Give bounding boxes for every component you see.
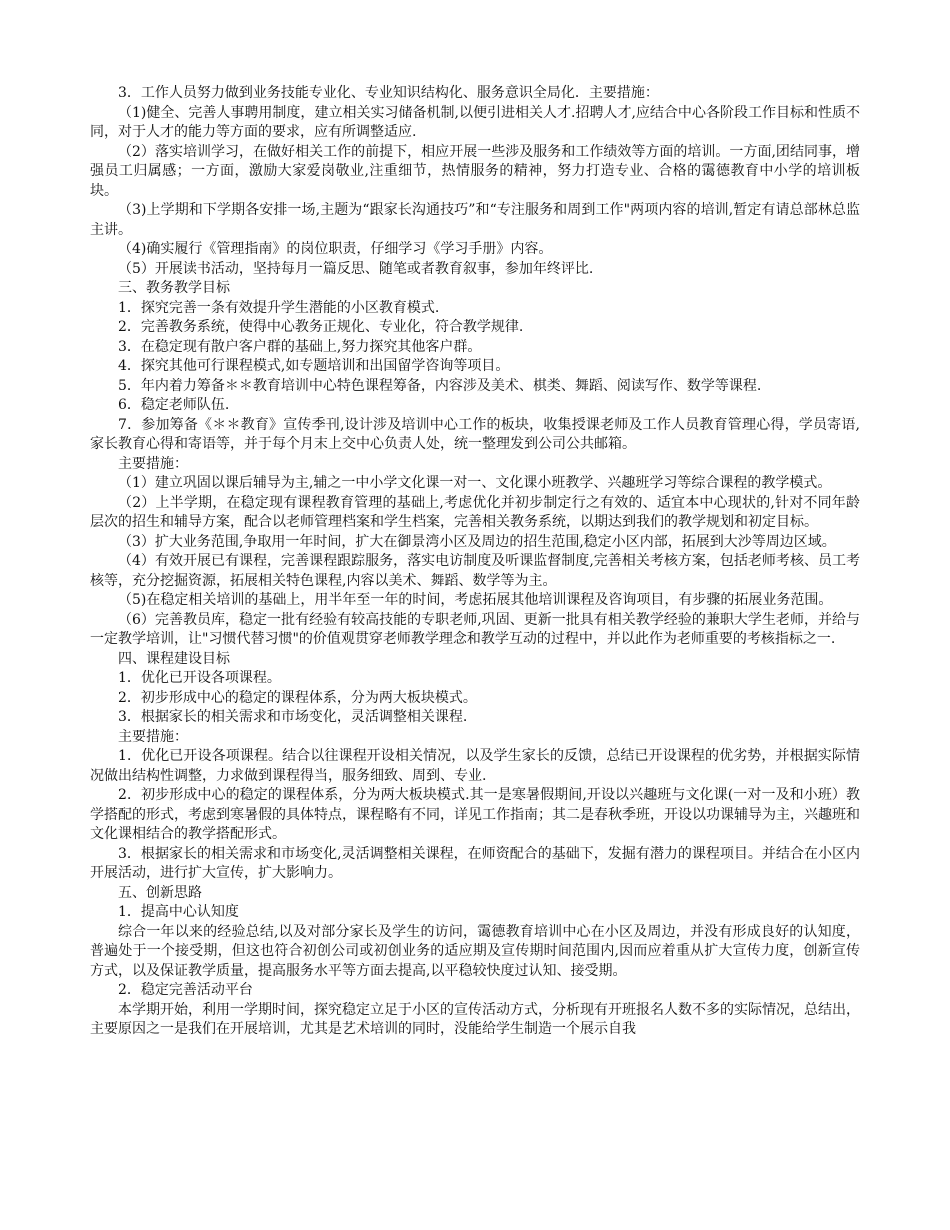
- paragraph: 主要措施：: [118, 455, 188, 472]
- paragraph: 5．年内着力筹备＊＊教育培训中心特色课程筹备，内容涉及美术、棋类、舞蹈、阅读写作、数学等课程.: [118, 377, 762, 394]
- paragraph: （6）完善教员库，稳定一批有经验有较高技能的专职老师,巩固、更新一批具有相关教学经验的兼职大学生老师，并给与一定教学培训，让"习惯代替习惯"的价值观贯穿老师教学理念和教学互动的过程中，并以此作为老师重要的考核指标之一.: [90, 611, 860, 647]
- paragraph: 1．提高中心认知度: [118, 904, 239, 920]
- paragraph: 四、课程建设目标: [118, 650, 230, 667]
- paragraph: 6．稳定老师队伍.: [118, 397, 230, 413]
- paragraph: （2）落实培训学习，在做好相关工作的前提下，相应开展一些涉及服务和工作绩效等方面的培训。一方面,团结同事，增强员工归属感；一方面，激励大家爱岗敬业,注重细节，热情服务的精神，努力打造专业、合格的霭德教育中小学的培训板块。: [90, 143, 860, 199]
- paragraph: 本学期开始，利用一学期时间，探究稳定立足于小区的宣传活动方式，分析现有开班报名人数不多的实际情况，总结出，主要原因之一是我们在开展培训，尤其是艺术培训的同时，没能给学生制造一个展示自我: [90, 1001, 860, 1037]
- paragraph: （4）有效开展已有课程，完善课程跟踪服务，落实电访制度及听课监督制度,完善相关考核方案，包括老师考核、员工考核等，充分挖掘资源，拓展相关特色课程,内容以美术、舞蹈、数学等为主。: [90, 553, 860, 589]
- paragraph: 1．优化已开设各项课程。结合以往课程开设相关情况，以及学生家长的反馈，总结已开设课程的优劣势，并根据实际情况做出结构性调整，力求做到课程得当，服务细致、周到、专业.: [90, 748, 860, 784]
- document-body: [90, 84, 860, 1040]
- paragraph: 三、教务教学目标: [118, 280, 230, 296]
- paragraph: 3．根据家长的相关需求和市场变化，灵活调整相关课程.: [118, 709, 468, 725]
- paragraph: （3)上学期和下学期各安排一场,主题为“跟家长沟通技巧”和“专注服务和周到工作"两项内容的培训,暂定有请总部林总监主讲。: [90, 202, 860, 238]
- paragraph: 综合一年以来的经验总结,以及对部分家长及学生的访问，霭德教育培训中心在小区及周边，并没有形成良好的认知度，普遍处于一个接受期，但这也符合初创公司或初创业务的适应期及宣传期时间范围内,因而应着重从扩大宣传力度，创新宣传方式，以及保证教学质量，提高服务水平等方面去提高,以平稳较快度过认知、接受期。: [90, 923, 860, 979]
- paragraph: 3．根据家长的相关需求和市场变化,灵活调整相关课程，在师资配合的基础下，发掘有潜力的课程项目。并结合在小区内开展活动，进行扩大宣传，扩大影响力。: [90, 845, 860, 881]
- paragraph: 主要措施：: [118, 728, 188, 745]
- paragraph: （4)确实履行《管理指南》的岗位职责，仔细学习《学习手册》内容。: [118, 241, 553, 257]
- paragraph: （2）上半学期，在稳定现有课程教育管理的基础上,考虑优化并初步制定行之有效的、适宜本中心现状的,针对不同年龄层次的招生和辅导方案，配合以老师管理档案和学生档案，完善相关教务系统，以期达到我们的教学规划和初定目标。: [90, 494, 860, 530]
- paragraph: 1．探究完善一条有效提升学生潜能的小区教育模式.: [118, 299, 440, 316]
- paragraph: 3．在稳定现有散户客户群的基础上,努力探究其他客户群。: [118, 338, 482, 355]
- paragraph: （1)健全、完善人事聘用制度，建立相关实习储备机制,以便引进相关人才.招聘人才,应结合中心各阶段工作目标和性质不同，对于人才的能力等方面的要求，应有所调整适应.: [90, 104, 860, 140]
- paragraph: 4．探究其他可行课程模式,如专题培训和出国留学咨询等项目。: [118, 358, 510, 374]
- paragraph: 2．初步形成中心的稳定的课程体系，分为两大板块模式。: [118, 689, 477, 706]
- paragraph: 五、创新思路: [118, 884, 202, 901]
- paragraph: 2．稳定完善活动平台: [118, 982, 253, 998]
- paragraph: 2．初步形成中心的稳定的课程体系，分为两大板块模式.其一是寒暑假期间,开设以兴趣班与文化课(一对一及和小班）教学搭配的形式，考虑到寒暑假的具体特点，课程略有不同，详见工作指南；其二是春秋季班，开设以功课辅导为主，兴趣班和文化课相结合的教学搭配形式。: [90, 787, 860, 842]
- paragraph: （5)在稳定相关培训的基础上，用半年至一年的时间，考虑拓展其他培训课程及咨询项目，有步骤的拓展业务范围。: [118, 592, 833, 608]
- paragraph: 2．完善教务系统，使得中心教务正规化、专业化，符合教学规律.: [118, 319, 524, 335]
- paragraph: 1．优化已开设各项课程。: [118, 670, 281, 686]
- paragraph: （3）扩大业务范围,争取用一年时间，扩大在御景湾小区及周边的招生范围,稳定小区内部，拓展到大沙等周边区域。: [118, 533, 836, 550]
- paragraph: 7．参加筹备《＊＊教育》宣传季刊,设计涉及培训中心工作的板块，收集授课老师及工作人员教育管理心得，学员寄语,家长教育心得和寄语等，并于每个月末上交中心负责人处，统一整理发到公司公共邮箱。: [90, 416, 860, 452]
- paragraph: （5）开展读书活动，坚持每月一篇反思、随笔或者教育叙事，参加年终评比.: [118, 260, 594, 277]
- paragraph: 3．工作人员努力做到业务技能专业化、专业知识结构化、服务意识全局化．主要措施：: [118, 85, 659, 101]
- paragraph: （1）建立巩固以课后辅导为主,辅之一中小学文化课一对一、文化课小班教学、兴趣班学习等综合课程的教学模式。: [118, 475, 832, 491]
